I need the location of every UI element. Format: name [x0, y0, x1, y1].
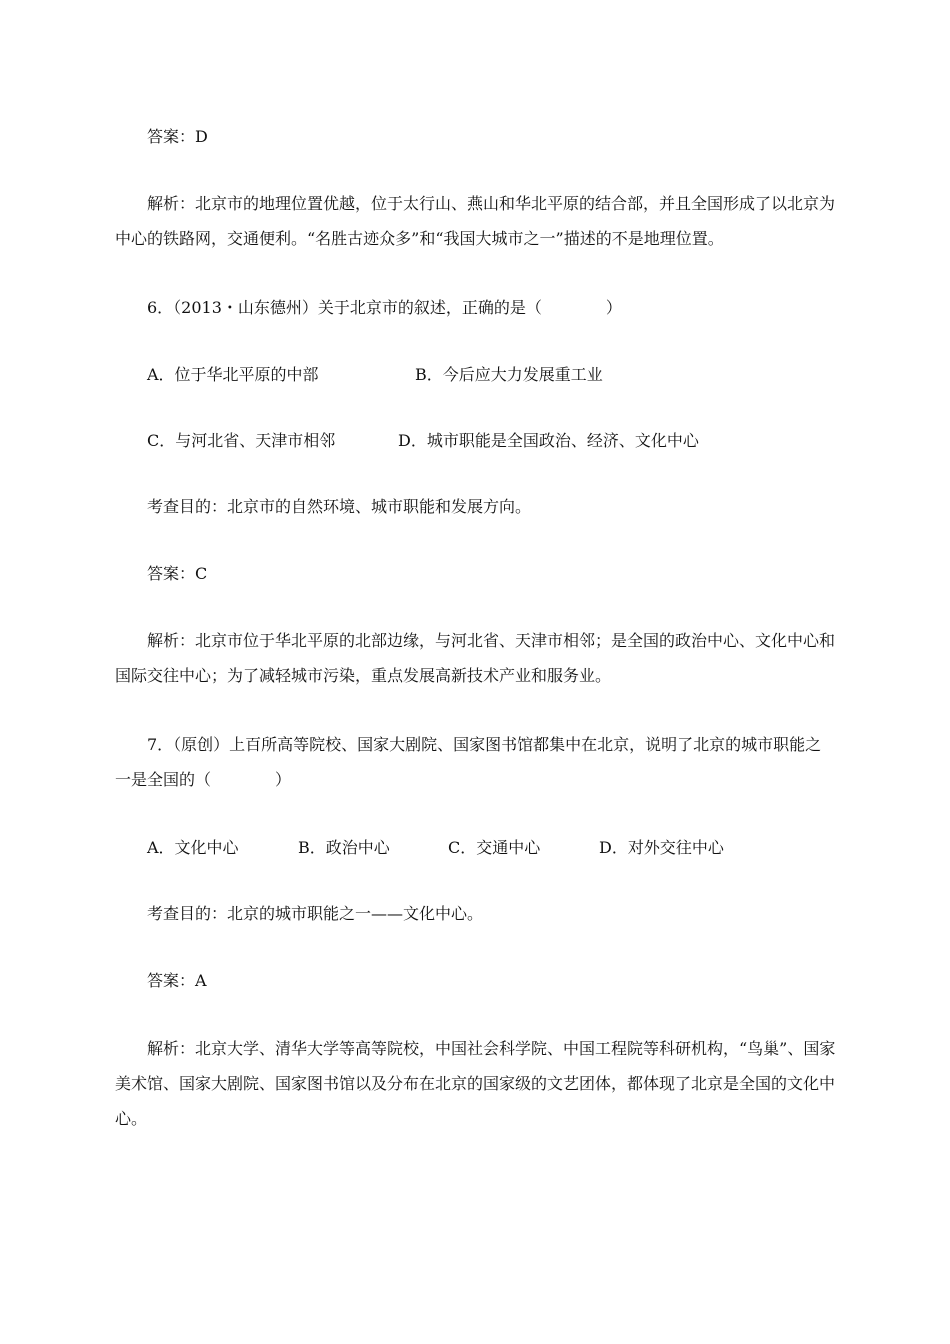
q6-option-d: D．城市职能是全国政治、经济、文化中心	[398, 431, 699, 450]
q7-purpose: 考查目的：北京的城市职能之一——文化中心。	[147, 904, 484, 923]
q6-stem-text: 6．（2013・山东德州）关于北京市的叙述，正确的是（	[147, 298, 542, 317]
q6-option-a: A．位于华北平原的中部	[147, 365, 319, 384]
q7-option-a: A．文化中心	[147, 838, 239, 857]
q7-stem	[115, 727, 837, 797]
q7-stem-close: ）	[275, 770, 292, 789]
q7-stem-text: 7．（原创）上百所高等院校、国家大剧院、国家图书馆都集中在北京，说明了北京的城市职能之一是全国的（	[115, 735, 822, 789]
q7-option-b: B．政治中心	[298, 838, 390, 857]
q7-answer: 答案：A	[147, 971, 207, 990]
q6-option-c: C．与河北省、天津市相邻	[147, 431, 336, 450]
q6-stem-close: ）	[605, 298, 622, 317]
q6-stem	[115, 290, 869, 325]
q7-analysis: 解析：北京大学、清华大学等高等院校，中国社会科学院、中国工程院等科研机构，“鸟巢”、国家美术馆、国家大剧院、国家图书馆以及分布在北京的国家级的文艺团体，都体现了北京是全国的文化中心。	[115, 1039, 836, 1128]
q6-analysis: 解析：北京市位于华北平原的北部边缘，与河北省、天津市相邻；是全国的政治中心、文化中心和国际交往中心；为了减轻城市污染，重点发展高新技术产业和服务业。	[115, 631, 836, 685]
q5-answer: 答案：D	[147, 127, 208, 146]
q7-option-d: D．对外交往中心	[599, 838, 724, 857]
q5-analysis: 解析：北京市的地理位置优越，位于太行山、燕山和华北平原的结合部，并且全国形成了以北京为中心的铁路网，交通便利。“名胜古迹众多”和“我国大城市之一”描述的不是地理位置。	[115, 194, 836, 248]
q6-answer: 答案：C	[147, 564, 208, 583]
q6-purpose: 考查目的：北京市的自然环境、城市职能和发展方向。	[147, 497, 532, 516]
q7-option-c: C．交通中心	[448, 838, 541, 857]
q6-option-b: B．今后应大力发展重工业	[415, 365, 603, 384]
